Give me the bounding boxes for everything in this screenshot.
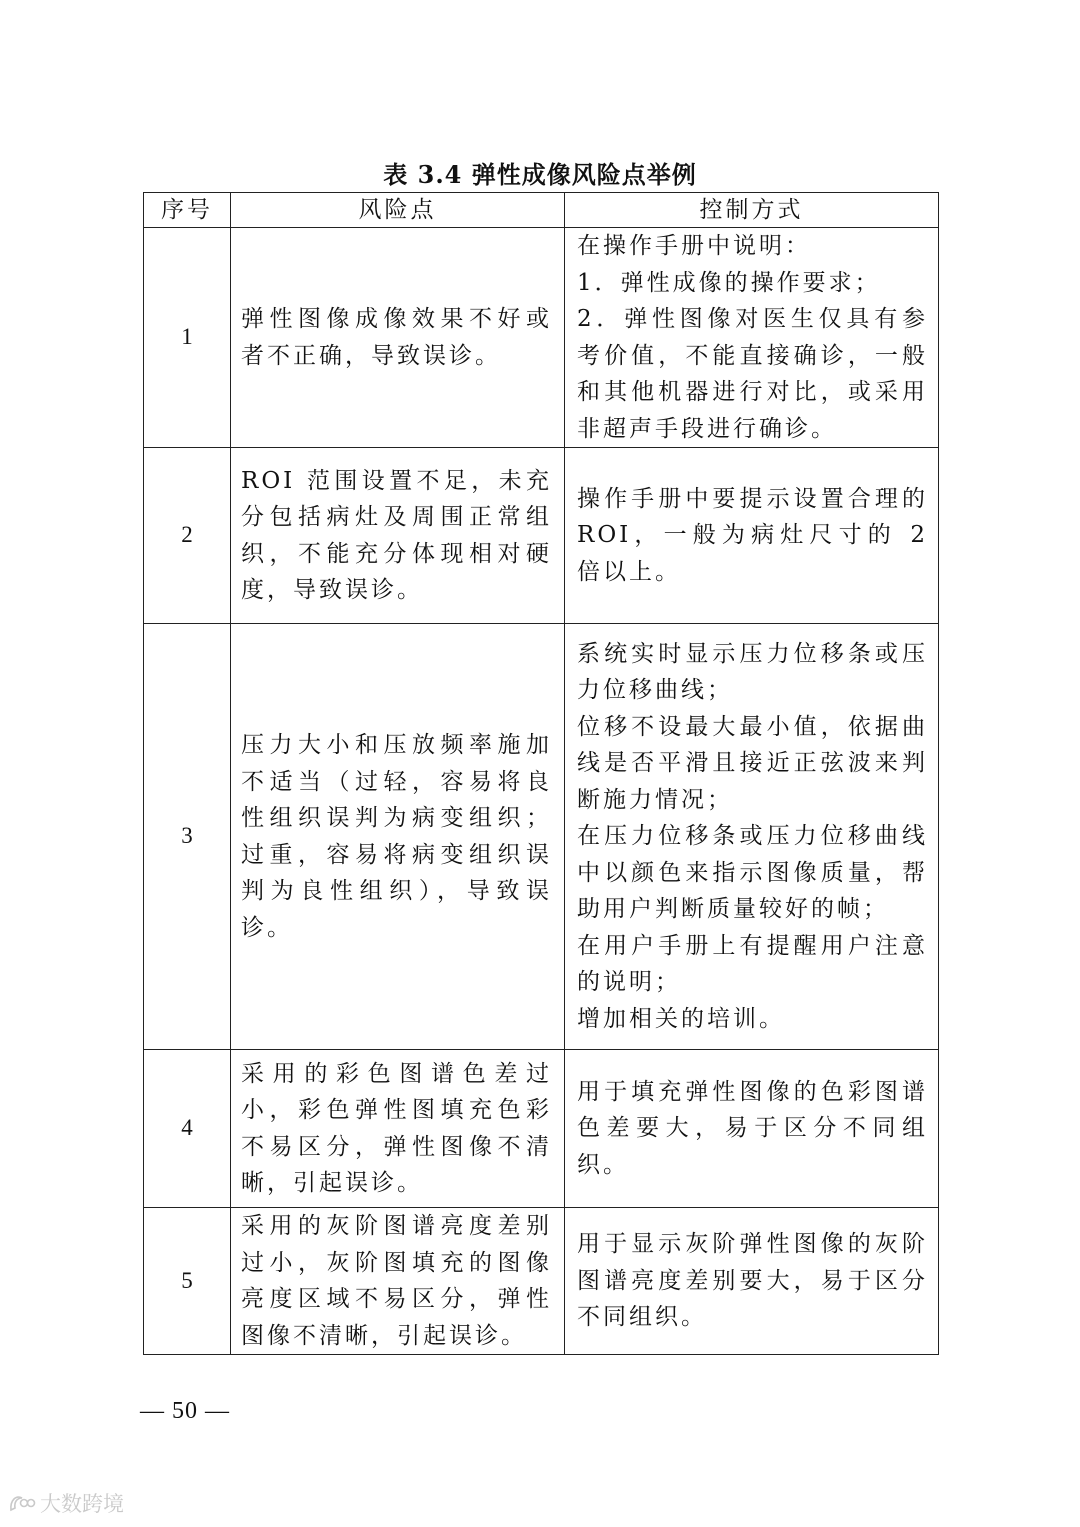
risk-text: 弹性图像成像效果不好或者不正确，导致误诊。 (241, 306, 552, 369)
watermark (8, 1488, 124, 1518)
control-text: 系统实时显示压力位移条或压力位移曲线； (577, 640, 928, 704)
row-control (565, 1208, 939, 1355)
control-text: 用于显示灰阶弹性图像的灰阶图谱亮度差别要大，易于区分不同组织。 (577, 1231, 928, 1331)
row-control (565, 1050, 939, 1208)
control-text: 用于填充弹性图像的色彩图谱色差要大，易于区分不同组织。 (577, 1078, 928, 1178)
watermark-text: 大数跨境 (40, 1492, 124, 1516)
row-control (565, 448, 939, 624)
table-header-row (144, 193, 939, 228)
table-row (144, 1208, 939, 1355)
header-risk: 风险点 (231, 193, 565, 228)
row-risk (231, 1208, 565, 1355)
risk-text: ROI 范围设置不足，未充分包括病灶及周围正常组织，不能充分体现相对硬度，导致误诊。 (241, 467, 552, 603)
row-index: 1 (144, 228, 231, 448)
watermark-logo-icon (8, 1492, 36, 1514)
control-text: 2．弹性图像对医生仅具有参考价值，不能直接确诊，一般和其他机器进行对比，或采用非超声手段进行确诊。 (577, 306, 928, 442)
table-row (144, 448, 939, 624)
row-risk (231, 624, 565, 1050)
risk-text: 采用的灰阶图谱亮度差别过小，灰阶图填充的图像亮度区域不易区分，弹性图像不清晰，引起误诊。 (241, 1213, 552, 1349)
row-index: 3 (144, 624, 231, 1050)
table-row (144, 624, 939, 1050)
row-control (565, 624, 939, 1050)
control-text: 在用户手册上有提醒用户注意的说明； (577, 932, 928, 996)
table-row (144, 228, 939, 448)
row-index: 5 (144, 1208, 231, 1355)
row-index: 4 (144, 1050, 231, 1208)
header-index: 序号 (144, 193, 231, 228)
control-text: 1．弹性成像的操作要求； (577, 269, 881, 296)
page-number: — 50 — (140, 1398, 230, 1424)
risk-text: 压力大小和压放频率施加不适当（过轻，容易将良性组织误判为病变组织；过重，容易将病变组织误判为良性组织），导致误诊。 (241, 732, 552, 941)
row-index: 2 (144, 448, 231, 624)
risk-table (143, 192, 939, 1355)
table-title: 表 3.4 弹性成像风险点举例 (383, 160, 697, 189)
control-text: 在操作手册中说明： (577, 233, 811, 259)
control-text: 位移不设最大最小值，依据曲线是否平滑且接近正弦波来判断施力情况； (577, 713, 928, 813)
control-text: 操作手册中要提示设置合理的 ROI，一般为病灶尺寸的 2 倍以上。 (577, 485, 928, 585)
control-text: 增加相关的培训。 (577, 1005, 785, 1032)
table-row (144, 1050, 939, 1208)
row-risk (231, 448, 565, 624)
row-risk (231, 1050, 565, 1208)
control-text: 在压力位移条或压力位移曲线中以颜色来指示图像质量，帮助用户判断质量较好的帧； (577, 823, 928, 923)
row-risk (231, 228, 565, 448)
header-control: 控制方式 (565, 193, 939, 228)
row-control (565, 228, 939, 448)
risk-text: 采用的彩色图谱色差过小，彩色弹性图填充色彩不易区分，弹性图像不清晰，引起误诊。 (241, 1060, 552, 1196)
